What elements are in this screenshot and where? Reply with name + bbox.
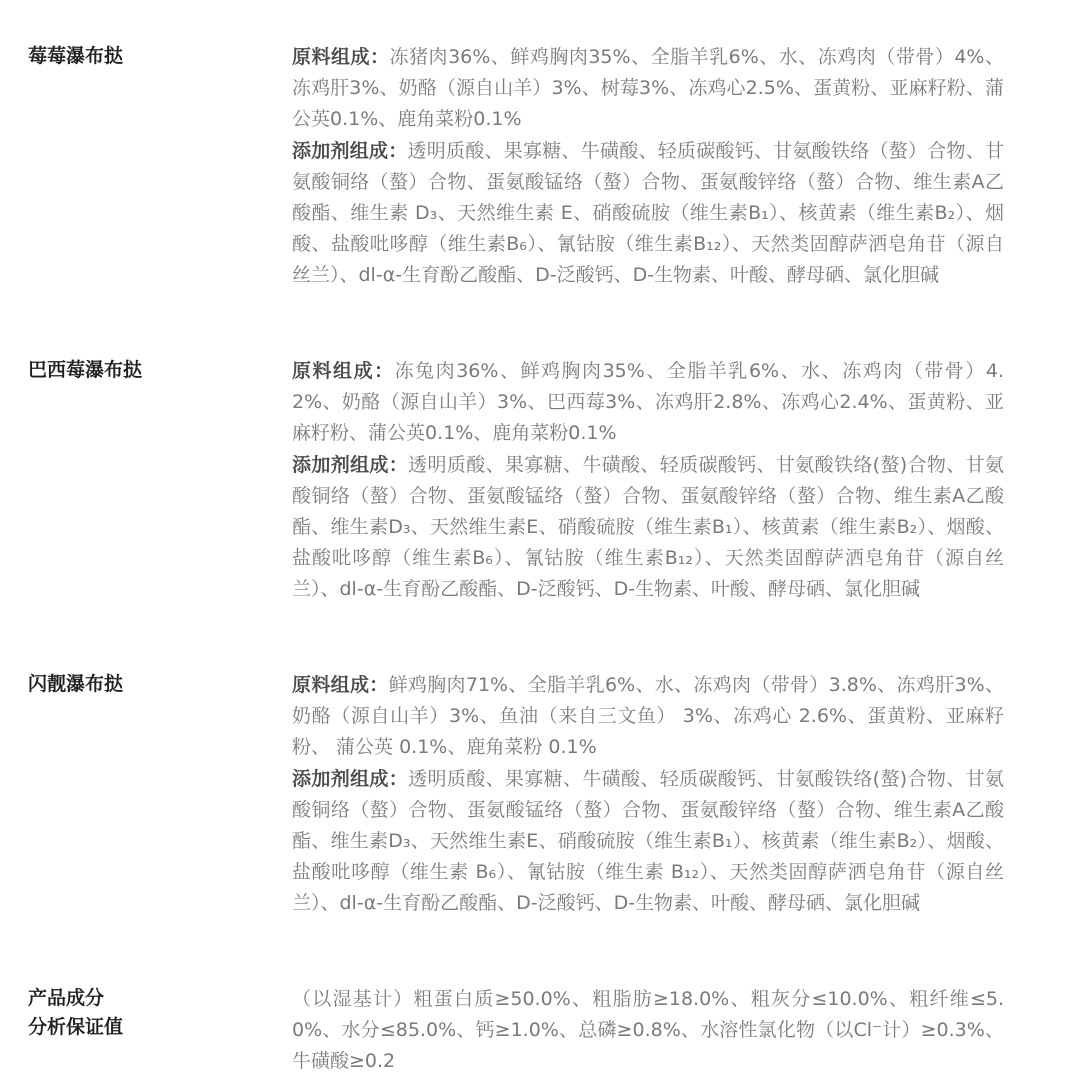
product-name: 闪靓瀑布挞: [28, 673, 124, 695]
ingredient-block: [292, 670, 1004, 920]
additives-label: 添加剂组成：: [292, 453, 409, 476]
raw-ingredients-label: 原料组成：: [292, 360, 395, 382]
analysis-label-line1: 产品成分: [28, 987, 105, 1009]
raw-ingredients-label: 原料组成：: [292, 46, 390, 68]
additives: [292, 450, 1004, 606]
raw-ingredients: [292, 356, 1004, 450]
raw-ingredients-text: 鲜鸡胸肉71%、全脂羊乳6%、水、冻鸡肉（带骨）3.8%、冻鸡肝3%、奶酪（源自山羊）3%、鱼油（来自三文鱼） 3%、冻鸡心 2.6%、蛋黄粉、亚麻籽粉、 蒲公英 0.1%、鹿角菜粉 0.1%: [292, 674, 1004, 759]
ingredient-block: [292, 42, 1004, 292]
raw-ingredients-text: 冻兔肉36%、鲜鸡胸肉35%、全脂羊乳6%、水、冻鸡肉（带骨）4.2%、奶酪（源自山羊）3%、巴西莓3%、冻鸡肝2.8%、冻鸡心2.4%、蛋黄粉、亚麻籽粉、蒲公英0.1%、鹿角菜粉0.1%: [292, 360, 1004, 445]
analysis-text: （以湿基计）粗蛋白质≥50.0%、粗脂肪≥18.0%、粗灰分≤10.0%、粗纤维≤5.0%、水分≤85.0%、钙≥1.0%、总磷≥0.8%、水溶性氯化物（以Cl⁻计）≥0.3%、牛磺酸≥0.2: [292, 988, 1004, 1073]
additives-text: 透明质酸、果寡糖、牛磺酸、轻质碳酸钙、甘氨酸铁络(螯)合物、甘氨酸铜络（螯）合物、蛋氨酸锰络（螯）合物、蛋氨酸锌络（螯）合物、维生素A乙酸酯、维生素D₃、天然维生素E、硝酸硫胺（维生素B₁）、核黄素（维生素B₂）、烟酸、盐酸吡哆醇（维生素 B₆）、氰钴胺（维生素 B₁₂）、天然类固醇萨洒皂角苷（源自丝兰）、dl-α-生育酚乙酸酯、D-泛酸钙、D-生物素、叶酸、酵母硒、氯化胆碱: [292, 767, 1004, 915]
raw-ingredients: [292, 42, 1004, 136]
additives-label: 添加剂组成：: [292, 139, 408, 162]
additives-label: 添加剂组成：: [292, 767, 409, 790]
raw-ingredients-label: 原料组成：: [292, 674, 389, 696]
analysis-label-line2: 分析保证值: [28, 1016, 124, 1038]
product-name: 莓莓瀑布挞: [28, 45, 124, 67]
additives-text: 透明质酸、果寡糖、牛磺酸、轻质碳酸钙、甘氨酸铁络(螯)合物、甘氨酸铜络（螯）合物、蛋氨酸锰络（螯）合物、蛋氨酸锌络（螯）合物、维生素A乙酸酯、维生素D₃、天然维生素E、硝酸硫胺（维生素B₁）、核黄素（维生素B₂）、烟酸、盐酸吡哆醇（维生素B₆）、氰钴胺（维生素B₁₂）、天然类固醇萨洒皂角苷（源自丝兰）、dl-α-生育酚乙酸酯、D-泛酸钙、D-生物素、叶酸、酵母硒、氯化胆碱: [292, 453, 1004, 601]
additives: [292, 764, 1004, 920]
analysis-label: [28, 984, 268, 1042]
raw-ingredients-text: 冻猪肉36%、鲜鸡胸肉35%、全脂羊乳6%、水、冻鸡肉（带骨）4%、冻鸡肝3%、奶酪（源自山羊）3%、树莓3%、冻鸡心2.5%、蛋黄粉、亚麻籽粉、蒲公英0.1%、鹿角菜粉0.1%: [292, 46, 1004, 131]
product-name: 巴西莓瀑布挞: [28, 359, 143, 381]
analysis-block: [292, 984, 1004, 1077]
ingredient-block: [292, 356, 1004, 606]
additives: [292, 136, 1004, 292]
raw-ingredients: [292, 670, 1004, 764]
additives-text: 透明质酸、果寡糖、牛磺酸、轻质碳酸钙、甘氨酸铁络（螯）合物、甘氨酸铜络（螯）合物、蛋氨酸锰络（螯）合物、蛋氨酸锌络（螯）合物、维生素A乙酸酯、维生素 D₃、天然维生素 E、硝酸硫胺（维生素B₁）、核黄素（维生素B₂）、烟酸、盐酸吡哆醇（维生素B₆）、氰钴胺（维生素B₁₂）、天然类固醇萨洒皂角苷（源自丝兰）、dl-α-生育酚乙酸酯、D-泛酸钙、D-生物素、叶酸、酵母硒、氯化胆碱: [292, 139, 1004, 287]
